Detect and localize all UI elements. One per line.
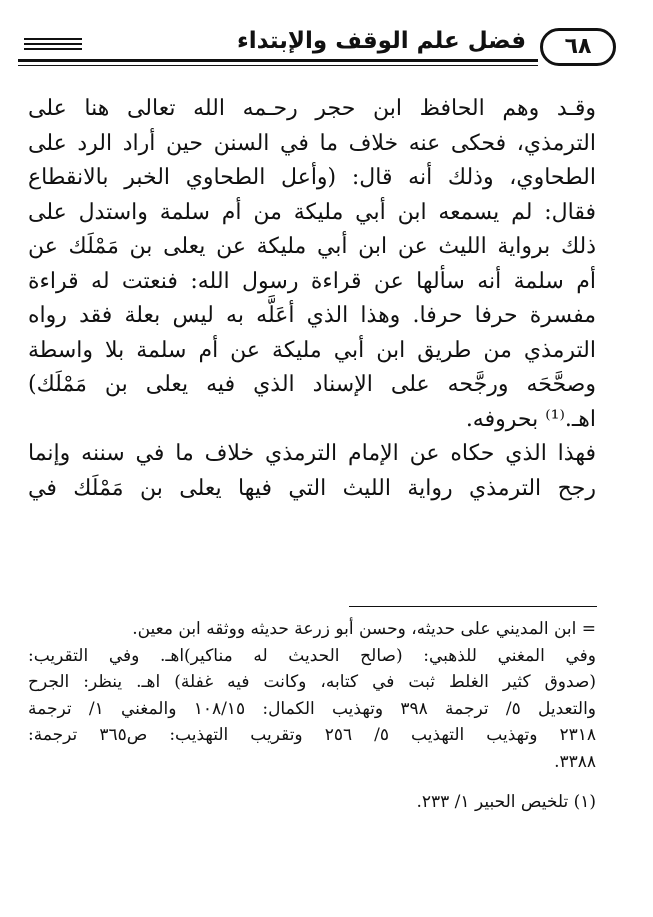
- footnote-line: ٢٣١٨ وتهذيب التهذيب ٥/ ٢٥٦ وتقريب التهذيب: ص٣٦٥ ترجمة:: [28, 725, 596, 745]
- text-line: مفسرة حرفا حرفا. وهذا الذي أعَلَّه به ليس بعلة فقد رواه: [28, 303, 596, 328]
- running-title: فضل علم الوقف والإبتداء: [236, 28, 526, 54]
- text-line: وقـد وهم الحافظ ابن حجر رحـمه الله تعالى هنا على: [28, 96, 596, 121]
- footnote-line: (صدوق كثير الغلط ثبت في كتابه، وكانت فيه غفلة) اهـ. ينظر: الجرح: [28, 672, 596, 692]
- text-line: رجح الترمذي رواية الليث التي فيها يعلى بن مَمْلَك في: [28, 475, 596, 501]
- footnote-line: وفي المغني للذهبي: (صالح الحديث له مناكير)اهـ. وفي التقريب:: [28, 645, 596, 666]
- text-line: الترمذي، فحكى عنه خلاف ما في السنن حين أراد الرد على: [28, 130, 596, 156]
- footnote-line: ٣٣٨٨.: [554, 751, 596, 772]
- main-text: [28, 92, 596, 506]
- footnote-line: = ابن المديني على حديثه، وحسن أبو زرعة حديثه ووثقه ابن معين.: [132, 619, 596, 639]
- footnote-line: (١) تلخيص الحبير ١/ ٢٣٣.: [416, 792, 596, 812]
- footnote-line: والتعديل ٥/ ترجمة ٣٩٨ وتهذيب الكمال: ١٠٨/١٥ والمغني ١/ ترجمة: [28, 698, 597, 719]
- footnotes: [28, 616, 596, 816]
- page-header: [18, 22, 616, 72]
- footnote-gap: [28, 775, 596, 789]
- text-line: فقال: لم يسمعه ابن أبي مليكة من أم سلمة واستدل على: [28, 199, 596, 225]
- text-line: أم سلمة أنه سألها عن قراءة رسول الله: فنعتت له قراءة: [28, 268, 596, 294]
- header-rule: [18, 59, 538, 66]
- text-line: ذلك برواية الليث عن ابن أبي مليكة عن يعلى بن مَمْلَك عن: [28, 234, 596, 259]
- page-number: ٦٨: [540, 28, 616, 66]
- text-line: اهـ.⁽¹⁾ بحروفه.: [465, 406, 596, 432]
- text-line: فهذا الذي حكاه عن الإمام الترمذي خلاف ما في سننه وإنما: [28, 441, 596, 466]
- text-line: الطحاوي، وذلك أنه قال: (وأعل الطحاوي الخبر بالانقطاع: [28, 165, 596, 190]
- header-ornament: [24, 38, 82, 52]
- footnote-separator: [349, 606, 597, 607]
- text-line: وصحَّحَه ورجَّحه على الإسناد الذي فيه يعلى بن مَمْلَك): [28, 372, 596, 397]
- text-line: الترمذي من طريق ابن أبي مليكة عن أم سلمة بلا واسطة: [28, 337, 597, 363]
